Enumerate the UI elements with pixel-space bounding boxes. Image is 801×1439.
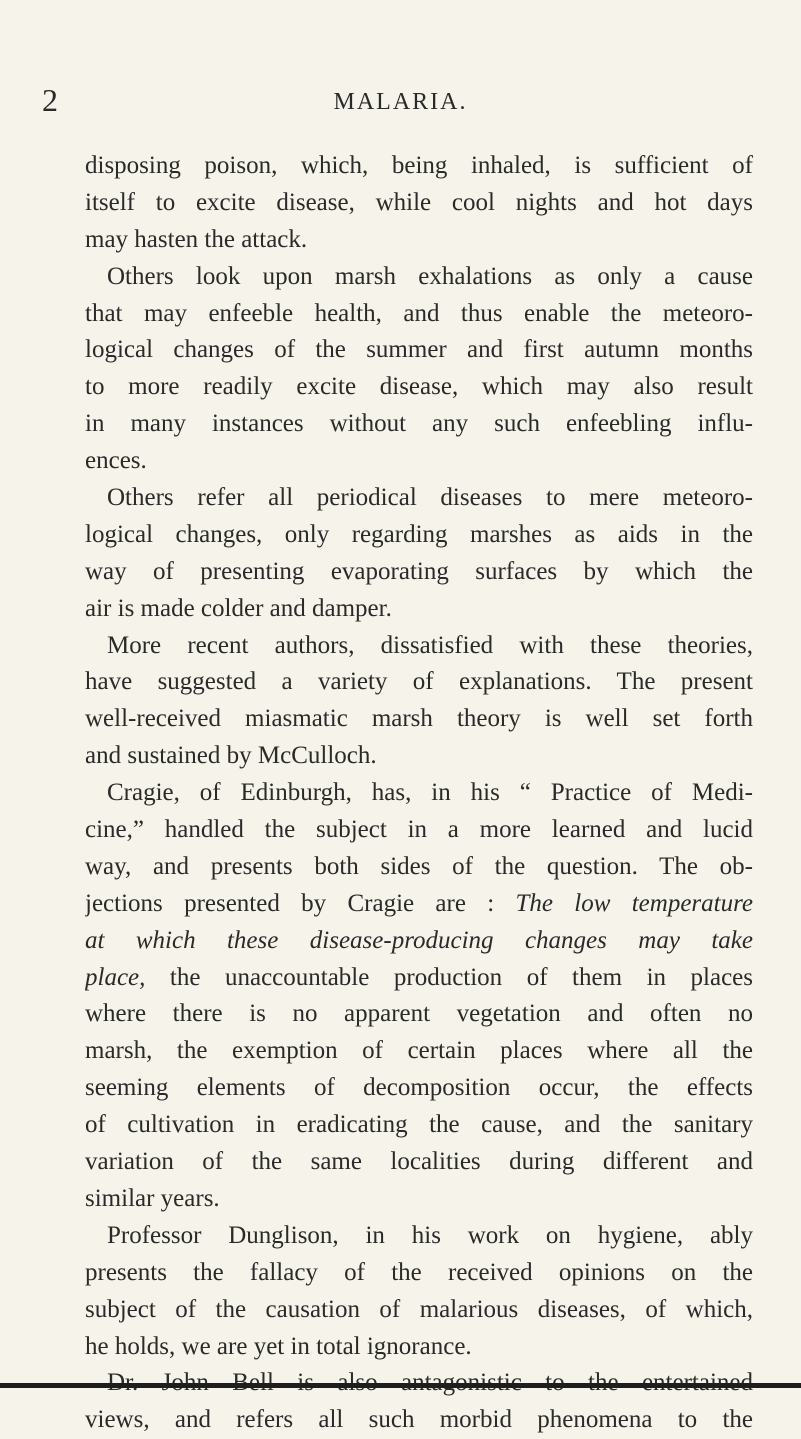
text-line <box>85 406 753 443</box>
text-segment: way, and presents both sides of the question. The ob- <box>85 852 753 880</box>
text-line <box>85 960 753 997</box>
text-segment: logical changes, only regarding marshes as aids in the <box>85 520 753 548</box>
text-line <box>85 148 753 185</box>
text-line <box>85 1292 753 1329</box>
text-segment: Others refer all periodical diseases to mere meteoro- <box>107 484 753 512</box>
text-segment: air is made colder and damper. <box>85 594 392 622</box>
text-line <box>85 996 753 1033</box>
text-line <box>85 849 753 886</box>
text-line <box>85 1255 753 1292</box>
italic-text: The low temperature <box>515 889 753 917</box>
text-segment: have suggested a variety of explanations. The present <box>85 668 753 696</box>
text-segment: seeming elements of decomposition occur, the effects <box>85 1074 753 1102</box>
italic-text: place, <box>85 963 146 991</box>
text-line <box>85 1181 753 1218</box>
text-line <box>85 296 753 333</box>
text-segment: may hasten the attack. <box>85 225 308 253</box>
text-line <box>85 701 753 738</box>
text-line <box>85 259 753 296</box>
text-line <box>85 1402 753 1439</box>
text-line <box>85 1329 753 1366</box>
text-segment: disposing poison, which, being inhaled, is sufficient of <box>85 152 753 179</box>
running-title: MALARIA. <box>333 89 468 115</box>
text-line <box>85 775 753 812</box>
text-line <box>85 1144 753 1181</box>
text-line <box>85 369 753 406</box>
text-segment: itself to excite disease, while cool nights and hot days <box>85 188 753 216</box>
text-segment: ences. <box>85 447 147 475</box>
text-line <box>85 332 753 369</box>
text-line <box>85 1107 753 1144</box>
text-segment: of cultivation in eradicating the cause, and the sanitary <box>85 1111 753 1139</box>
italic-text: at which these disease-producing changes may take <box>85 926 753 954</box>
text-line <box>85 1218 753 1255</box>
text-segment: well-received miasmatic marsh theory is well set forth <box>85 705 753 733</box>
text-line <box>85 886 753 923</box>
text-segment: and sustained by McCulloch. <box>85 742 377 770</box>
text-segment: Cragie, of Edinburgh, has, in his “ Practice of Medi- <box>107 779 753 807</box>
text-line <box>85 517 753 554</box>
text-segment: presents the fallacy of the received opinions on the <box>85 1258 753 1286</box>
text-segment: jections presented by Cragie are : <box>85 889 516 917</box>
text-line <box>85 591 753 628</box>
text-segment: Others look upon marsh exhalations as only a cause <box>107 262 753 290</box>
text-line <box>85 738 753 775</box>
text-segment: in many instances without any such enfeebling influ- <box>85 410 753 438</box>
page-header <box>0 80 801 120</box>
text-segment: views, and refers all such morbid phenomena to the <box>85 1406 753 1434</box>
text-line <box>85 1070 753 1107</box>
text-line <box>85 480 753 517</box>
text-segment: marsh, the exemption of certain places where all the <box>85 1037 753 1065</box>
page-number: 2 <box>42 82 58 118</box>
text-segment: cine,” handled the subject in a more learned and lucid <box>85 816 753 844</box>
text-segment: similar years. <box>85 1184 220 1212</box>
text-line <box>85 664 753 701</box>
text-segment: the unaccountable production of them in places <box>145 963 753 991</box>
text-line <box>85 812 753 849</box>
text-segment: logical changes of the summer and first autumn months <box>85 336 753 364</box>
body-text <box>85 148 753 1439</box>
text-segment: way of presenting evaporating surfaces by which the <box>85 557 753 585</box>
text-segment: he holds, we are yet in total ignorance. <box>85 1332 472 1360</box>
text-segment: to more readily excite disease, which may also result <box>85 373 753 401</box>
text-line <box>85 628 753 665</box>
text-segment: subject of the causation of malarious diseases, of which, <box>85 1295 753 1323</box>
text-segment: Professor Dunglison, in his work on hygiene, ably <box>107 1221 753 1249</box>
text-segment: variation of the same localities during different and <box>85 1148 753 1176</box>
bottom-edge-rule <box>0 1383 801 1388</box>
text-line <box>85 185 753 222</box>
text-line <box>85 923 753 960</box>
text-line <box>85 554 753 591</box>
text-line <box>85 443 753 480</box>
text-segment: where there is no apparent vegetation and often no <box>85 1000 753 1028</box>
text-line <box>85 222 753 259</box>
text-line <box>85 1033 753 1070</box>
text-segment: More recent authors, dissatisfied with these theories, <box>107 631 753 659</box>
text-segment: that may enfeeble health, and thus enable the meteoro- <box>85 299 753 327</box>
